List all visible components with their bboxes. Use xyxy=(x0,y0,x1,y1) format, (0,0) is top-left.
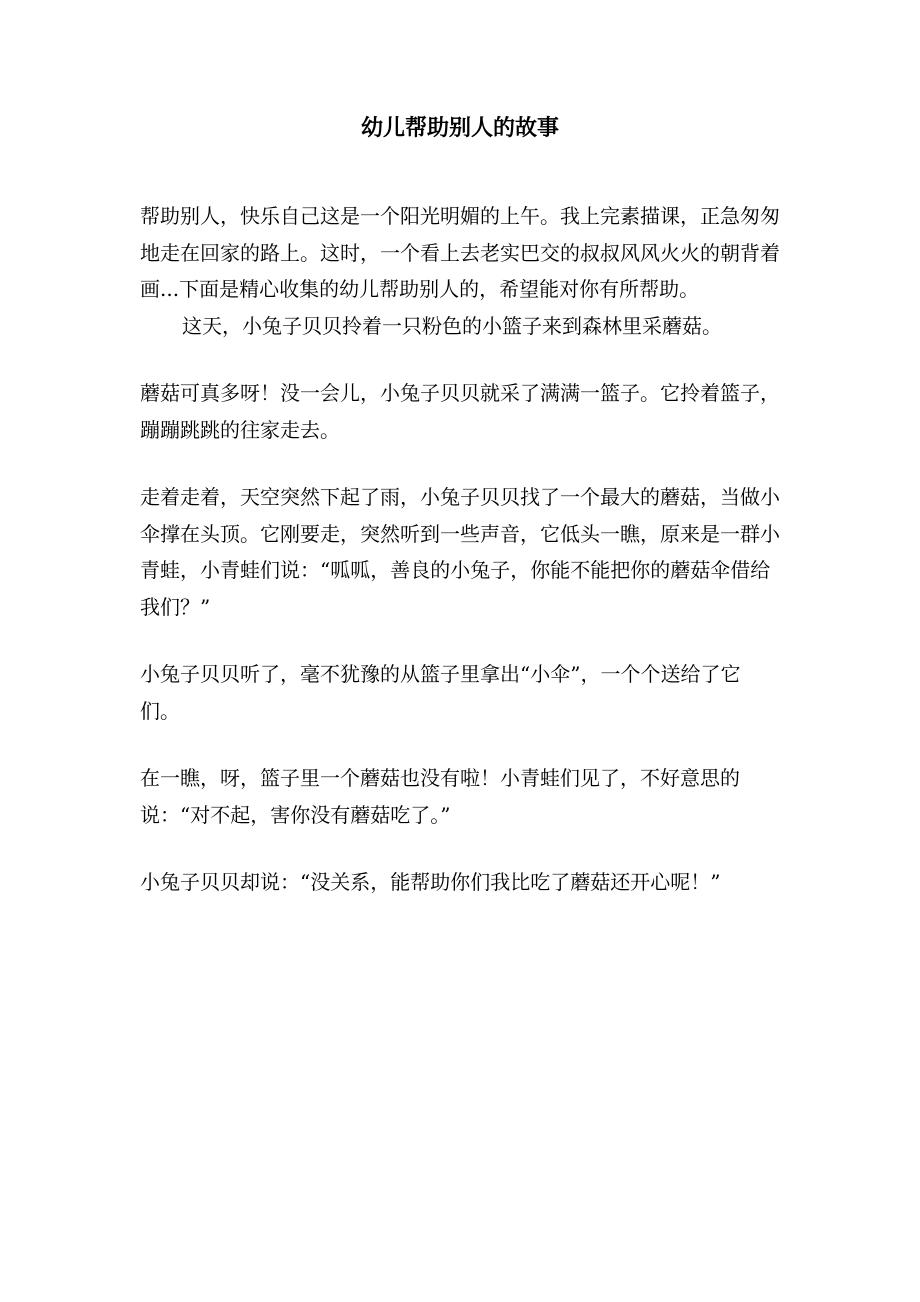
paragraph-intro: 帮助别人，快乐自己这是一个阳光明媚的上午。我上完素描课，正急匆匆地走在回家的路上。这时，一个看上去老实巴交的叔叔风风火火的朝背着画...下面是精心收集的幼儿帮助别人的，希望能对你有所帮助。 xyxy=(140,204,780,301)
paragraph-gap xyxy=(140,344,780,375)
document-body xyxy=(140,198,780,901)
paragraph-1: 这天，小兔子贝贝拎着一只粉色的小篮子来到森林里采蘑菇。 xyxy=(182,313,722,338)
paragraph-6: 小兔子贝贝却说：“没关系，能帮助你们我比吃了蘑菇还开心呢！” xyxy=(140,870,721,894)
paragraph-gap xyxy=(140,448,780,479)
paragraph-3: 走着走着，天空突然下起了雨，小兔子贝贝找了一个最大的蘑菇，当做小伞撑在头顶。它刚要走，突然听到一些声音，它低头一瞧，原来是一群小青蛙，小青蛙们说：“呱呱，善良的小兔子，你能不能把你的蘑菇伞借给我们？” xyxy=(140,485,780,619)
document-title: 幼儿帮助别人的故事 xyxy=(360,115,559,141)
paragraph-gap xyxy=(140,833,780,864)
paragraph-gap xyxy=(140,729,780,760)
paragraph-gap xyxy=(140,625,780,656)
paragraph-5: 在一瞧，呀，篮子里一个蘑菇也没有啦！小青蛙们见了，不好意思的说：“对不起，害你没有蘑菇吃了。” xyxy=(140,766,740,827)
paragraph-2: 蘑菇可真多呀！没一会儿，小兔子贝贝就采了满满一篮子。它拎着篮子，蹦蹦跳跳的往家走去。 xyxy=(140,381,780,442)
paragraph-4: 小兔子贝贝听了，毫不犹豫的从篮子里拿出“小伞”，一个个送给了它们。 xyxy=(140,662,741,723)
